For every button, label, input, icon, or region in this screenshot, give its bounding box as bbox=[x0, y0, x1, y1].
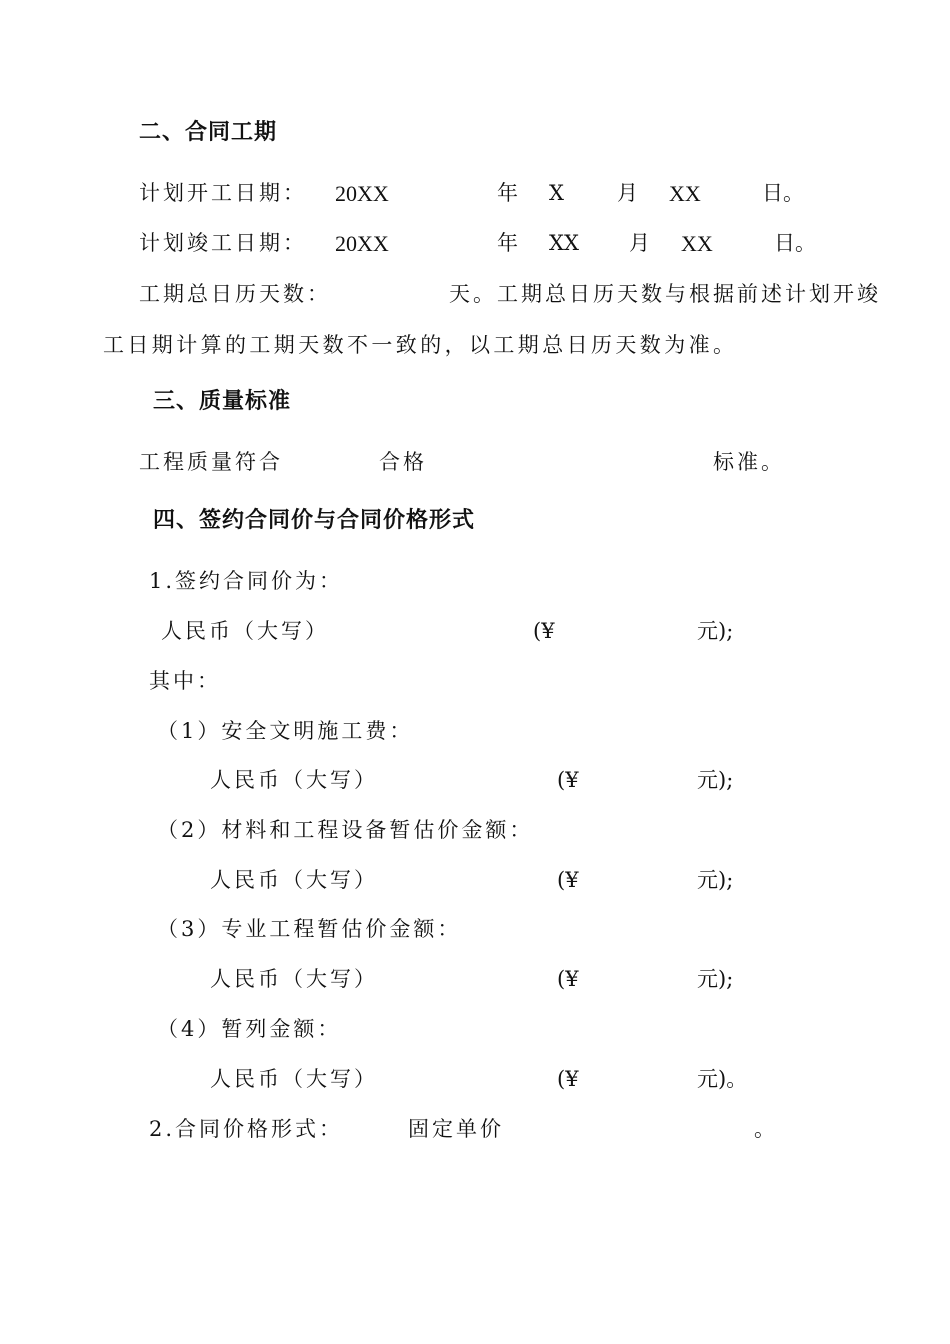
planned-start-label: 计划开工日期： bbox=[139, 181, 307, 205]
contract-price-yuan-close: 元); bbox=[697, 619, 734, 643]
materials-estimate-yuan-close: 元); bbox=[697, 868, 734, 892]
price-form-end: 。 bbox=[754, 1117, 775, 1141]
total-days-text-line1: 天。工期总日历天数与根据前述计划开竣 bbox=[449, 282, 881, 306]
materials-estimate-rmb-label: 人民币（大写） bbox=[210, 868, 378, 892]
total-days-text-line2: 工日期计算的工期天数不一致的，以工期总日历天数为准。 bbox=[103, 333, 738, 357]
materials-estimate-yen-open: (¥ bbox=[557, 868, 579, 892]
planned-end-year-unit: 年 bbox=[497, 231, 518, 255]
specialty-estimate-rmb-label: 人民币（大写） bbox=[210, 967, 378, 991]
planned-start-year: 20XX bbox=[335, 181, 389, 206]
specialty-estimate-yen-open: (¥ bbox=[557, 967, 579, 991]
safety-fee-rmb-label: 人民币（大写） bbox=[210, 768, 378, 792]
total-days-label: 工期总日历天数： bbox=[139, 282, 331, 306]
provisional-sum-label: （4）暂列金额： bbox=[157, 1017, 342, 1041]
quality-suffix: 标准。 bbox=[713, 450, 785, 474]
provisional-sum-rmb-label: 人民币（大写） bbox=[210, 1067, 378, 1091]
specialty-estimate-label: （3）专业工程暂估价金额： bbox=[157, 917, 462, 941]
section-heading-contract-period: 二、合同工期 bbox=[139, 120, 278, 145]
planned-end-day-unit: 日。 bbox=[774, 231, 816, 255]
planned-end-month-unit: 月 bbox=[629, 231, 650, 255]
planned-end-day: XX bbox=[681, 231, 713, 256]
provisional-sum-yuan-close: 元)。 bbox=[697, 1067, 748, 1091]
section-heading-quality-standard: 三、质量标准 bbox=[153, 389, 292, 414]
planned-start-year-unit: 年 bbox=[497, 181, 518, 205]
planned-end-label: 计划竣工日期： bbox=[139, 231, 307, 255]
safety-fee-yuan-close: 元); bbox=[697, 768, 734, 792]
contract-price-label: 1.签约合同价为： bbox=[149, 569, 344, 593]
planned-start-day-unit: 日。 bbox=[762, 181, 804, 205]
planned-start-month: X bbox=[549, 181, 564, 205]
planned-end-month: XX bbox=[549, 231, 579, 255]
planned-end-year: 20XX bbox=[335, 231, 389, 256]
price-form-label: 2.合同价格形式： bbox=[149, 1117, 344, 1141]
planned-start-month-unit: 月 bbox=[617, 181, 638, 205]
contract-price-yen-open: (¥ bbox=[533, 619, 555, 643]
among-label: 其中： bbox=[149, 669, 221, 693]
quality-value: 合格 bbox=[379, 450, 427, 474]
specialty-estimate-yuan-close: 元); bbox=[697, 967, 734, 991]
planned-start-day: XX bbox=[669, 181, 701, 206]
section-heading-contract-price: 四、签约合同价与合同价格形式 bbox=[153, 508, 476, 533]
provisional-sum-yen-open: (¥ bbox=[557, 1067, 579, 1091]
quality-label: 工程质量符合 bbox=[139, 450, 283, 474]
safety-fee-yen-open: (¥ bbox=[557, 768, 579, 792]
safety-fee-label: （1）安全文明施工费： bbox=[157, 719, 414, 743]
materials-estimate-label: （2）材料和工程设备暂估价金额： bbox=[157, 818, 534, 842]
contract-price-rmb-label: 人民币（大写） bbox=[161, 619, 329, 643]
price-form-value: 固定单价 bbox=[408, 1117, 504, 1141]
